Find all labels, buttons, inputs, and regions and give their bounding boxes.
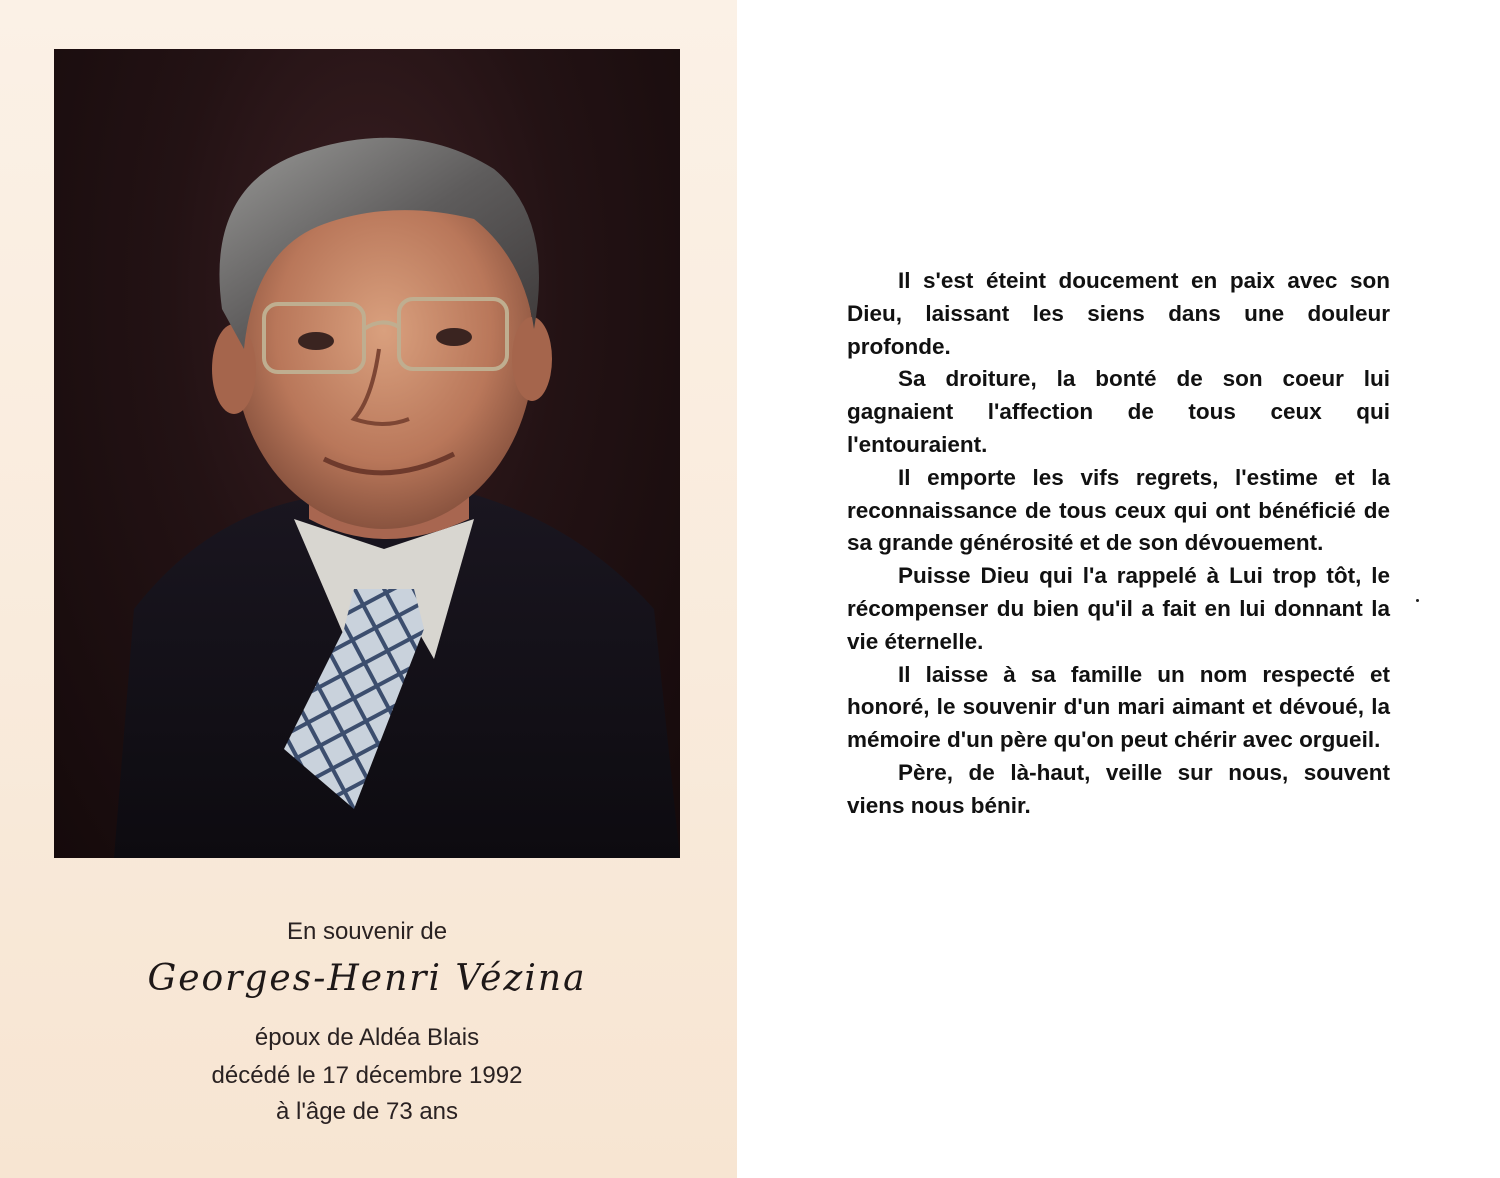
spouse-line: époux de Aldéa Blais xyxy=(254,1024,480,1051)
tribute-text xyxy=(847,265,1390,823)
souvenir-label: En souvenir de xyxy=(286,918,448,945)
tribute-paragraph: Il laisse à sa famille un nom respecté et honoré, le souvenir d'un mari aimant et dévoué, la mémoire d'un père qu'on peut chérir avec orgueil. xyxy=(847,661,1390,753)
portrait-illustration xyxy=(54,49,680,858)
tribute-paragraph: Sa droiture, la bonté de son coeur lui gagnaient l'affection de tous ceux qui l'entouraient. xyxy=(847,366,1390,457)
tribute-paragraph: Père, de là-haut, veille sur nous, souvent viens nous bénir. xyxy=(847,759,1390,818)
deceased-name: Georges-Henri Vézina xyxy=(147,958,587,999)
age-line: à l'âge de 73 ans xyxy=(275,1098,459,1125)
print-speck xyxy=(1416,599,1419,602)
tribute-paragraph: Puisse Dieu qui l'a rappelé à Lui trop tôt, le récompenser du bien qu'il a fait en lui donnant la vie éternelle. xyxy=(847,563,1390,654)
tribute-paragraph: Il emporte les vifs regrets, l'estime et la reconnaissance de tous ceux qui ont bénéficié de sa grande générosité et de son dévouement. xyxy=(847,464,1390,556)
death-date-line: décédé le 17 décembre 1992 xyxy=(211,1062,523,1089)
portrait-photo xyxy=(54,49,680,858)
memorial-card-front xyxy=(0,0,737,1178)
tribute-paragraph: Il s'est éteint doucement en paix avec son Dieu, laissant les siens dans une douleur profonde. xyxy=(847,268,1390,359)
